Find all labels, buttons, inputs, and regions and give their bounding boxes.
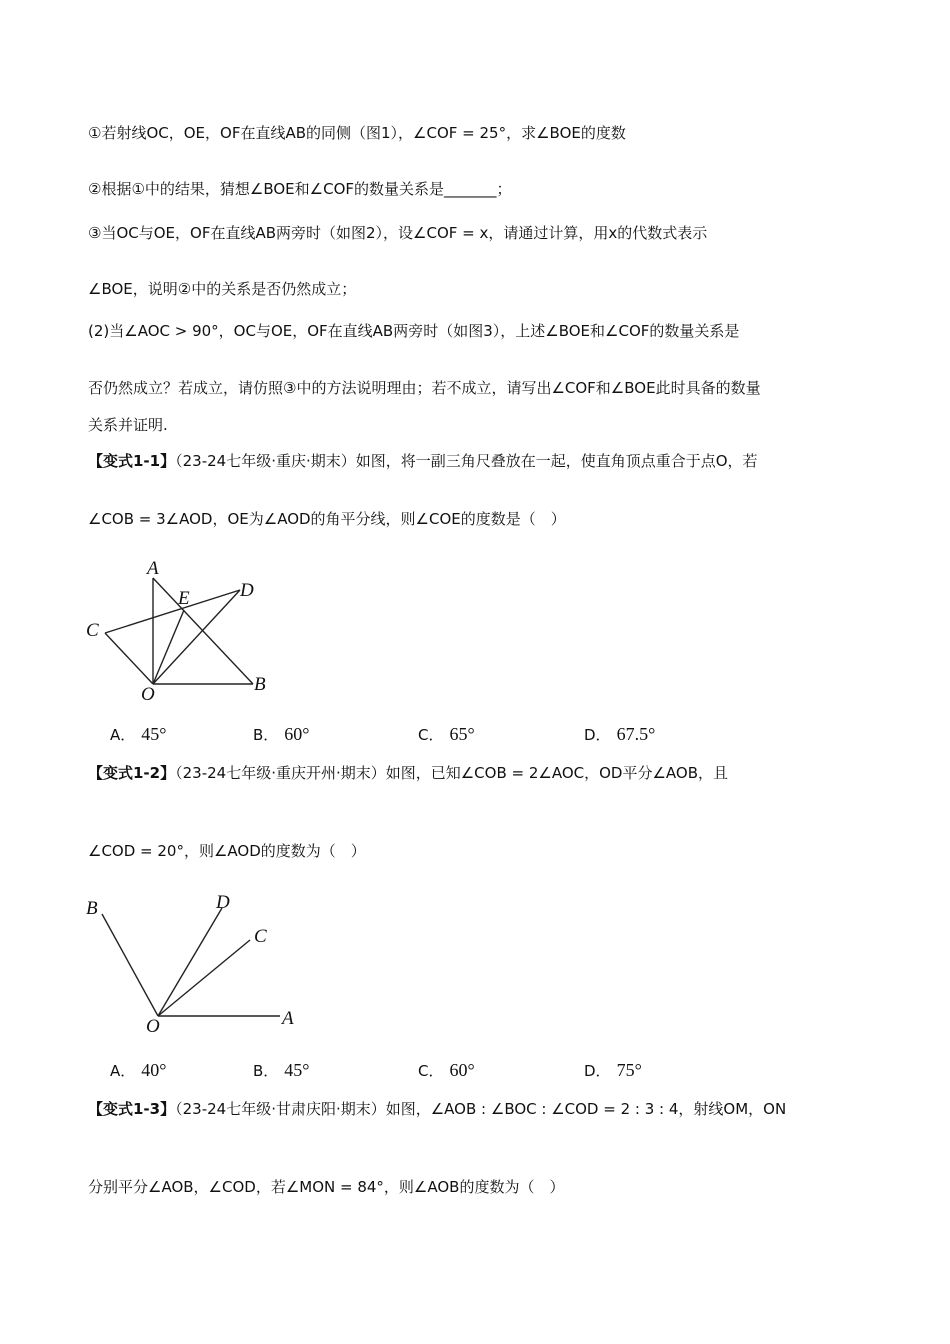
variant-1-3-header [88, 1098, 786, 1119]
question-2-end: 关系并证明. [88, 416, 168, 434]
question-part-1: ①若射线OC，OE，OF在直线AB的同侧（图1），∠COF = 25°，求∠BOE的度数 [88, 124, 626, 142]
variant-tag: 【变式1-1】 [88, 452, 176, 470]
option-value: 60° [284, 724, 310, 744]
label-d: D [240, 580, 254, 601]
ray-ob [102, 914, 158, 1016]
option-letter: A． [110, 726, 136, 744]
question-2-cont: 否仍然成立？若成立，请仿照③中的方法说明理由；若不成立，请写出∠COF和∠BOE此时具备的数量 [88, 379, 761, 397]
label-b: B [86, 898, 98, 919]
option-letter: A． [110, 1062, 136, 1080]
option-value: 67.5° [616, 724, 656, 744]
option-b[interactable] [253, 724, 310, 745]
variant-tag: 【变式1-3】 [88, 1100, 176, 1118]
option-value: 60° [449, 1060, 475, 1080]
segment-eo [153, 610, 184, 684]
option-d[interactable] [584, 1060, 642, 1081]
option-c[interactable] [418, 1060, 475, 1081]
figure-triangles [80, 558, 300, 708]
option-letter: C． [418, 726, 444, 744]
option-value: 40° [141, 1060, 167, 1080]
question-part-3-cont: ∠BOE，说明②中的关系是否仍然成立； [88, 280, 357, 298]
variant-1-2-text: ∠COD = 20°，则∠AOD的度数为（ ） [88, 842, 366, 860]
option-letter: B． [253, 726, 279, 744]
label-e: E [178, 588, 190, 609]
variant-text: （23-24七年级·重庆开州·期末）如图，已知∠COB = 2∠AOC，OD平分∠AOB，且 [175, 764, 729, 782]
variant-tag: 【变式1-2】 [88, 764, 176, 782]
ray-od [158, 908, 222, 1016]
label-o: O [146, 1016, 160, 1037]
option-a[interactable] [110, 1060, 166, 1081]
figure-rays [80, 890, 320, 1040]
option-value: 45° [284, 1060, 310, 1080]
question-2: (2)当∠AOC > 90°，OC与OE，OF在直线AB两旁时（如图3），上述∠BOE和∠COF的数量关系是 [88, 322, 740, 340]
option-value: 45° [141, 724, 167, 744]
option-letter: B． [253, 1062, 279, 1080]
option-letter: C． [418, 1062, 444, 1080]
option-b[interactable] [253, 1060, 310, 1081]
label-o: O [141, 684, 155, 705]
variant-text: （23-24七年级·甘肃庆阳·期末）如图，∠AOB : ∠BOC : ∠COD = 2 : 3 : 4，射线OM，ON [175, 1100, 787, 1118]
variant-1-3-text: 分别平分∠AOB，∠COD，若∠MON = 84°，则∠AOB的度数为（ ） [88, 1178, 565, 1196]
ray-oc [158, 940, 250, 1016]
option-value: 65° [449, 724, 475, 744]
option-value: 75° [616, 1060, 642, 1080]
label-a: A [282, 1008, 294, 1029]
question-part-2: ②根据①中的结果，猜想∠BOE和∠COF的数量关系是_______； [88, 180, 512, 198]
label-c: C [254, 926, 267, 947]
option-c[interactable] [418, 724, 475, 745]
option-a[interactable] [110, 724, 166, 745]
question-part-3: ③当OC与OE，OF在直线AB两旁时（如图2），设∠COF = x，请通过计算，用x的代数式表示 [88, 224, 708, 242]
variant-text: （23-24七年级·重庆·期末）如图，将一副三角尺叠放在一起，使直角顶点重合于点O，若 [175, 452, 758, 470]
segment-co [105, 633, 153, 684]
label-a: A [147, 558, 159, 579]
label-b: B [254, 674, 266, 695]
variant-1-2-header [88, 762, 728, 783]
option-letter: D． [584, 726, 611, 744]
variant-1-1-header [88, 450, 758, 471]
option-letter: D． [584, 1062, 611, 1080]
label-d: D [216, 892, 230, 913]
label-c: C [86, 620, 99, 641]
variant-1-1-text: ∠COB = 3∠AOD，OE为∠AOD的角平分线，则∠COE的度数是（ ） [88, 510, 566, 528]
option-d[interactable] [584, 724, 655, 745]
